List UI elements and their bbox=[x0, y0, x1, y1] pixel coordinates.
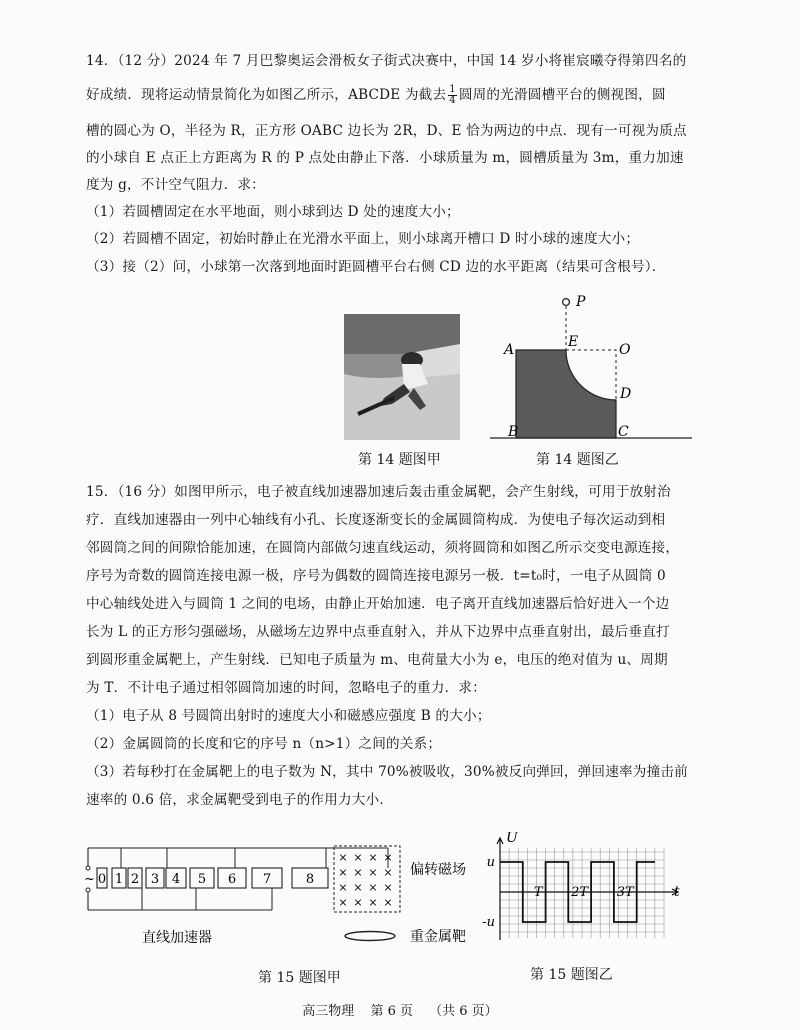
x-tick-label: T bbox=[533, 885, 543, 900]
q15-fig-a-caption: 第 15 题图甲 bbox=[258, 970, 341, 986]
y-tick-label: u bbox=[486, 855, 495, 870]
q15-line-5: 中心轴线处进入与圆筒 1 之间的电场，由静止开始加速．电子离开直线加速器后恰好进入一个边 bbox=[86, 596, 670, 612]
groove-platform-diagram bbox=[486, 290, 696, 445]
accelerator-label: 直线加速器 bbox=[142, 930, 212, 946]
field-cross-mark: × bbox=[338, 881, 348, 894]
q14-line-3: 槽的圆心为 O，半径为 R，正方形 OABC 边长为 2R，D、E 恰为两边的中点．现有一可视为质点 bbox=[86, 123, 687, 139]
field-cross-mark: × bbox=[368, 881, 378, 894]
q15-line-4: 序号为奇数的圆筒连接电源一极，序号为偶数的圆筒连接电源另一极．t=t₀时，一电子从圆筒 0 bbox=[86, 568, 666, 584]
q15-part-3: （3）若每秒打在金属靶上的电子数为 N，其中 70%被吸收，30%被反向弹回，弹回速率为撞击前 bbox=[86, 764, 688, 780]
field-cross-mark: × bbox=[383, 866, 393, 879]
label-e: E bbox=[568, 334, 579, 350]
q14-part-3: （3）接（2）问，小球第一次落到地面时距圆槽平台右侧 CD 边的水平距离（结果可含根号）． bbox=[86, 259, 666, 275]
label-d: D bbox=[620, 386, 632, 402]
q14-fig-a-caption: 第 14 题图甲 bbox=[358, 452, 441, 468]
field-cross-mark: × bbox=[353, 866, 363, 879]
field-cross-mark: × bbox=[368, 866, 378, 879]
q15-part-2: （2）金属圆筒的长度和它的序号 n（n>1）之间的关系； bbox=[86, 736, 442, 752]
cylinder-label-3: 3 bbox=[150, 872, 160, 887]
q15-line-8: 为 T．不计电子通过相邻圆筒加速的时间，忽略电子的重力．求： bbox=[86, 680, 487, 696]
cylinder-label-6: 6 bbox=[227, 872, 237, 887]
chart-tick-labels bbox=[482, 832, 680, 930]
field-cross-mark: × bbox=[383, 851, 393, 864]
cylinder-label-8: 8 bbox=[305, 872, 315, 887]
label-c: C bbox=[618, 424, 629, 440]
fraction-one-quarter: $\frac{1}{4}$ bbox=[449, 84, 456, 106]
x-axis-label: t bbox=[674, 884, 680, 900]
footer-page: 第 6 页 bbox=[370, 1004, 413, 1019]
q14-fig-b-caption: 第 14 题图乙 bbox=[536, 452, 619, 468]
q14-line-1: 14．（12 分）2024 年 7 月巴黎奥运会滑板女子街式决赛中，中国 14 岁小将崔宸曦夺得第四名的 bbox=[86, 53, 687, 69]
label-o: O bbox=[619, 342, 631, 358]
groove-body bbox=[516, 350, 616, 438]
q14-part-1: （1）若圆槽固定在水平地面，则小球到达 D 处的速度大小； bbox=[86, 204, 460, 220]
field-cross-mark: × bbox=[353, 851, 363, 864]
metal-target-icon bbox=[345, 932, 395, 941]
ac-source-icon: ~ bbox=[84, 872, 95, 887]
field-cross-mark: × bbox=[368, 896, 378, 909]
footer-total: （共 6 页） bbox=[429, 1004, 498, 1019]
footer-subject: 高三物理 bbox=[302, 1004, 355, 1019]
q15-line-1: 15．（16 分）如图甲所示，电子被直线加速器加速后轰击重金属靶，会产生射线，可用于放射治 bbox=[86, 484, 671, 500]
ball-p bbox=[563, 299, 570, 306]
cylinder-row bbox=[97, 868, 328, 888]
linear-accelerator-diagram bbox=[80, 838, 500, 958]
q15-part-3-cont: 速率的 0.6 倍，求金属靶受到电子的作用力大小． bbox=[86, 792, 394, 808]
field-cross-mark: × bbox=[353, 881, 363, 894]
cylinder-label-5: 5 bbox=[197, 872, 207, 887]
y-tick-label: -u bbox=[482, 915, 495, 930]
q15-fig-b-caption: 第 15 题图乙 bbox=[530, 967, 613, 983]
q15-line-6: 长为 L 的正方形匀强磁场，从磁场左边界中点垂直射入，并从下边界中点垂直射出，最后垂直打 bbox=[86, 624, 670, 640]
field-cross-mark: × bbox=[338, 866, 348, 879]
field-cross-mark: × bbox=[338, 851, 348, 864]
cylinder-label-4: 4 bbox=[171, 872, 181, 887]
field-cross-mark: × bbox=[353, 896, 363, 909]
x-tick-label: 2T bbox=[571, 885, 589, 900]
q14-line-5: 度为 g，不计空气阻力．求： bbox=[86, 177, 265, 193]
q14-part-2: （2）若圆槽不固定，初始时静止在光滑水平面上，则小球离开槽口 D 时小球的速度大小； bbox=[86, 231, 640, 247]
label-p: P bbox=[576, 294, 586, 310]
alternating-voltage-chart bbox=[478, 832, 688, 952]
cylinder-label-2: 2 bbox=[130, 872, 140, 887]
q14-line-2: 好成绩．现将运动情景简化为如图乙所示，ABCDE 为截去 $\frac{1}{4}$ 圆周的光滑圆槽平台的侧视图，圆 bbox=[86, 84, 666, 106]
cylinder-label-7: 7 bbox=[262, 872, 272, 887]
page-footer bbox=[0, 1000, 800, 1019]
q15-line-3: 邻圆筒之间的间隙恰能加速，在圆筒内部做匀速直线运动，须将圆筒和如图乙所示交变电源连接， bbox=[86, 540, 680, 556]
y-axis-label: U bbox=[506, 832, 518, 846]
field-cross-mark: × bbox=[338, 896, 348, 909]
field-cross-mark: × bbox=[383, 896, 393, 909]
skateboard-photo bbox=[344, 314, 460, 440]
q15-line-7: 到圆形重金属靶上，产生射线．已知电子质量为 m、电荷量大小为 e，电压的绝对值为 u、周期 bbox=[86, 652, 668, 668]
cylinder-label-0: 0 bbox=[97, 872, 107, 887]
x-tick-label: 3T bbox=[616, 885, 634, 900]
q14-line-4: 的小球自 E 点正上方距离为 R 的 P 点处由静止下落．小球质量为 m，圆槽质量为 3m，重力加速 bbox=[86, 150, 684, 166]
field-marks bbox=[338, 851, 392, 909]
field-cross-mark: × bbox=[368, 851, 378, 864]
field-label: 偏转磁场 bbox=[410, 862, 466, 878]
label-b: B bbox=[508, 424, 519, 440]
label-a: A bbox=[504, 342, 515, 358]
q15-part-1: （1）电子从 8 号圆筒出射时的速度大小和磁感应强度 B 的大小； bbox=[86, 708, 491, 724]
q15-line-2: 疗．直线加速器由一列中心轴线有小孔、长度逐渐变长的金属圆筒构成．为使电子每次运动到相 bbox=[86, 512, 666, 528]
field-cross-mark: × bbox=[383, 881, 393, 894]
cylinder-label-1: 1 bbox=[114, 872, 124, 887]
target-label: 重金属靶 bbox=[410, 929, 466, 945]
